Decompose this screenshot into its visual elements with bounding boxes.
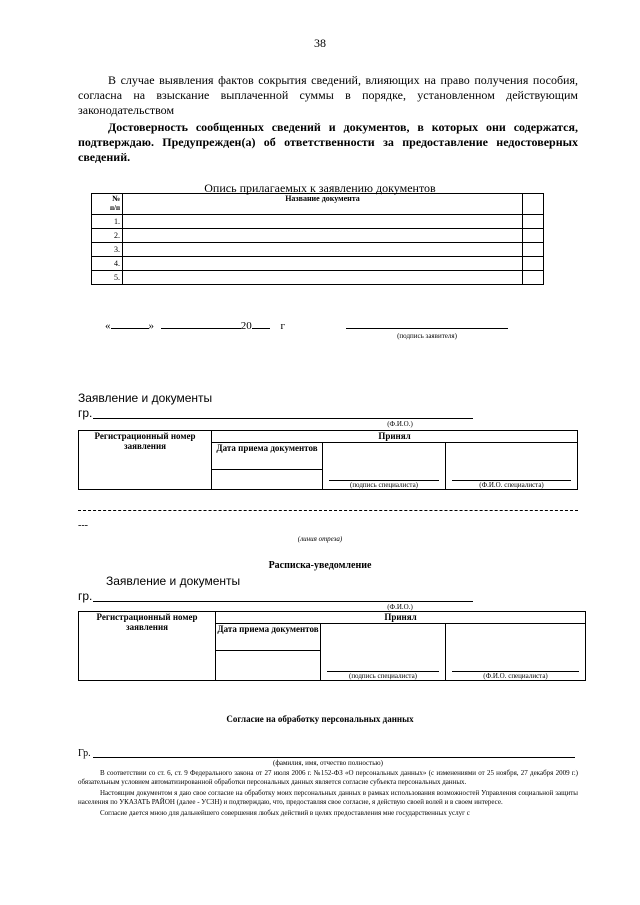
- receipt2-date-label: Дата приема документов: [216, 624, 320, 651]
- inventory-col-extra: [523, 194, 544, 215]
- receipt2-heading: Заявление и документы: [106, 574, 241, 588]
- page-number: 38: [314, 36, 326, 50]
- inventory-header-row: [92, 194, 544, 215]
- consent-gr-label: Гр.: [78, 748, 91, 759]
- receipt1-accepted-label: Принял: [212, 431, 578, 443]
- receipt2-reg-number-label: Регистрационный номер заявления: [79, 612, 216, 681]
- receipt1-signature-caption: (подпись специалиста): [349, 481, 419, 489]
- table-row: 3.: [92, 243, 544, 257]
- consent-paragraph-2: Настоящим документом я даю свое согласие на обработку моих персональных данных в рамках использования возможностей Управления социальной защиты населения по УКАЗАТЬ РАЙОН (далее - УСЗН) и подтверждаю, что, предоставляя свое согласие, я действую своей волей и в своем интересе.: [78, 789, 578, 806]
- table-row: 2.: [92, 229, 544, 243]
- receipt2-name-field[interactable]: [93, 589, 473, 602]
- cut-line-label: (линия отреза): [297, 535, 343, 543]
- inventory-col-name: Название документа: [123, 194, 523, 215]
- receipt2-date-field[interactable]: [216, 651, 320, 679]
- receipt1-name-field[interactable]: [93, 406, 473, 419]
- receipt1-fio-caption: (Ф.И.О.): [387, 420, 413, 428]
- receipt1-date-cell: [212, 443, 323, 490]
- receipt2-fio-cell[interactable]: [446, 624, 586, 681]
- applicant-signature-line[interactable]: [346, 316, 508, 329]
- accuracy-confirmation-paragraph: Достоверность сообщенных сведений и документов, в которых они содержатся, подтверждаю. Предупрежден(а) об ответственности за предоставление недостоверных сведений.: [78, 120, 578, 164]
- inventory-col-number: № п/п: [92, 194, 123, 215]
- date-line: « » 20 г: [105, 316, 285, 332]
- receipt1-date-label: Дата приема документов: [212, 443, 322, 470]
- receipt1-signature-cell[interactable]: [323, 443, 446, 490]
- receipt2-date-cell: [216, 624, 321, 681]
- consent-paragraph-3: Согласие дается мною для дальнейшего совершения любых действий в целях предоставления мне государственных услуг с: [100, 809, 470, 817]
- consent-paragraph-1: В соответствии со ст. 6, ст. 9 Федерального закона от 27 июля 2006 г. №152-ФЗ «О персональных данных» (с изменениями от 25 ноября, 27 декабря 2009 г.) обязательным условием автоматизированной обработки персональных данных является согласие субъекта персональных данных.: [78, 769, 578, 786]
- receipt2-specialist-fio-caption: (Ф.И.О. специалиста): [483, 672, 548, 680]
- table-row: 5.: [92, 271, 544, 285]
- receipt2-title: Расписка-уведомление: [268, 560, 372, 571]
- table-row: 4.: [92, 257, 544, 271]
- receipt1-heading: Заявление и документы: [78, 391, 213, 405]
- receipt1-specialist-fio-caption: (Ф.И.О. специалиста): [479, 481, 544, 489]
- inventory-title: Опись прилагаемых к заявлению документов: [204, 181, 436, 195]
- recovery-consent-paragraph: В случае выявления фактов сокрытия сведений, влияющих на право получения пособия, согласна на взыскание выплаченной суммы в порядке, установленном действующим законодательством: [78, 73, 578, 117]
- cut-line: [78, 510, 578, 511]
- applicant-signature-caption: (подпись заявителя): [397, 332, 457, 340]
- receipt1-reg-number-label: Регистрационный номер заявления: [79, 431, 212, 490]
- receipt2-accepted-label: Принял: [216, 612, 586, 624]
- month-field[interactable]: [161, 316, 241, 329]
- table-row: 1.: [92, 215, 544, 229]
- consent-fio-caption: (фамилия, имя, отчество полностью): [273, 759, 383, 767]
- receipt1-gr-label: гр.: [78, 406, 93, 420]
- receipt1-registration-table: [78, 430, 578, 490]
- day-field[interactable]: [111, 316, 149, 329]
- cut-line-tail: ---: [78, 520, 88, 531]
- year-field[interactable]: [252, 316, 270, 329]
- receipt2-fio-caption: (Ф.И.О.): [387, 603, 413, 611]
- receipt2-signature-cell[interactable]: [321, 624, 446, 681]
- receipt2-signature-caption: (подпись специалиста): [348, 672, 418, 680]
- receipt1-fio-cell[interactable]: [446, 443, 578, 490]
- consent-body: [78, 769, 578, 818]
- receipt1-date-field[interactable]: [212, 470, 322, 486]
- consent-title: Согласие на обработку персональных данных: [226, 714, 414, 724]
- receipt2-gr-label: гр.: [78, 589, 93, 603]
- inventory-table: [91, 193, 544, 285]
- consent-name-field[interactable]: [93, 748, 575, 758]
- receipt2-registration-table: [78, 611, 586, 681]
